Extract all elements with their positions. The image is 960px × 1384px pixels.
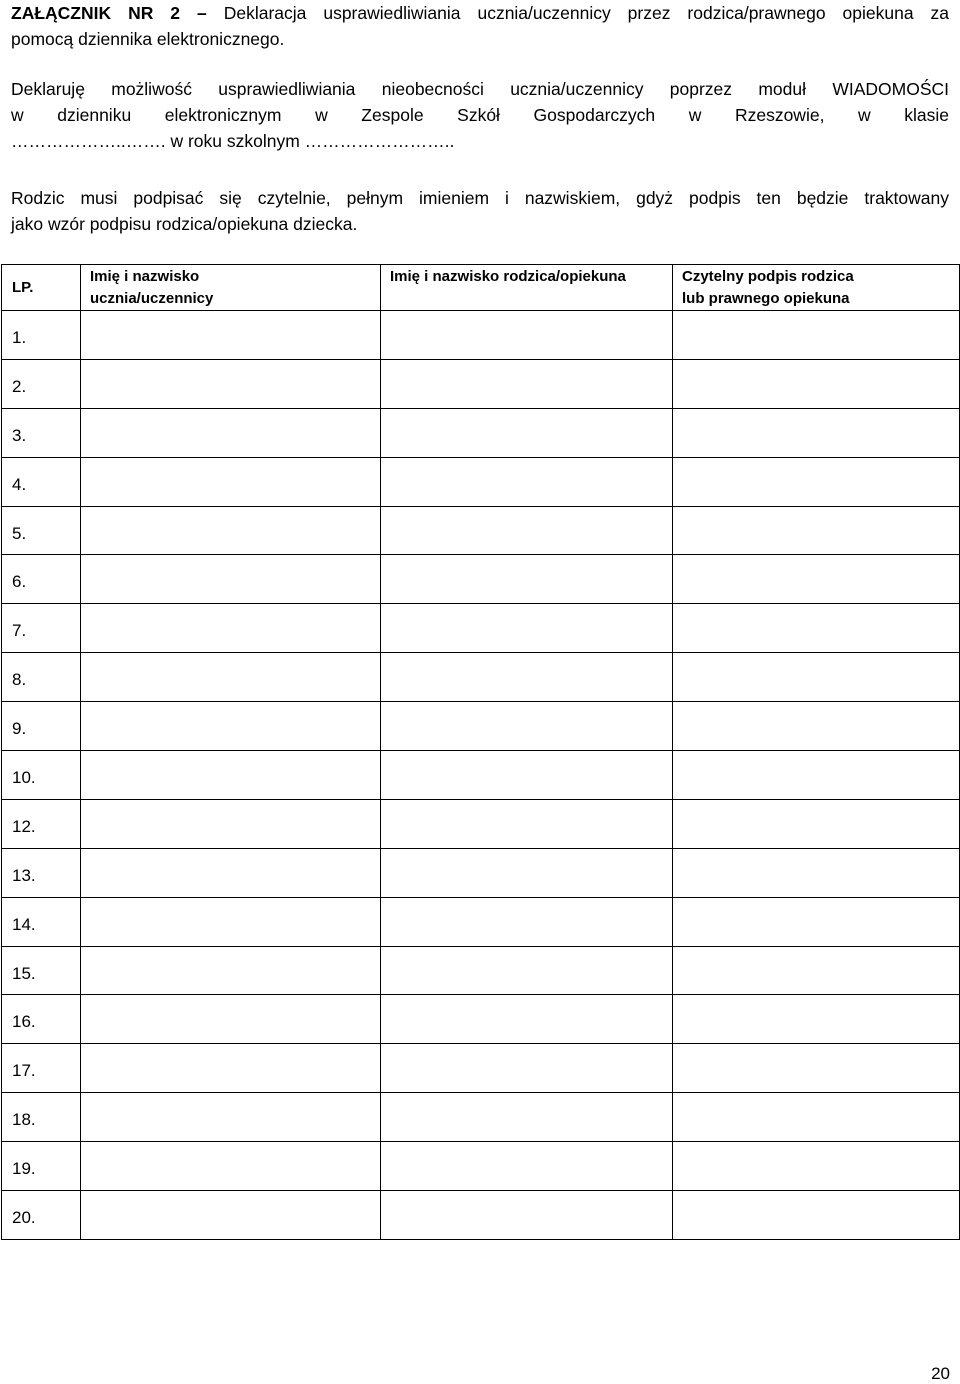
student-name-cell[interactable] [81, 1044, 381, 1093]
header-lp: LP. [2, 265, 81, 311]
table-row [2, 897, 960, 946]
row-number: 8. [2, 653, 81, 702]
table-row [2, 799, 960, 848]
table-row [2, 751, 960, 800]
signature-cell[interactable] [673, 995, 960, 1044]
signature-cell[interactable] [673, 1191, 960, 1240]
student-name-cell[interactable] [81, 359, 381, 408]
header-student-name-line-2: ucznia/uczennicy [90, 290, 214, 307]
declaration-line-3: ………………..……. w roku szkolnym …………………….. [11, 131, 455, 151]
student-name-cell[interactable] [81, 408, 381, 457]
row-number: 9. [2, 702, 81, 751]
student-name-cell[interactable] [81, 604, 381, 653]
parent-name-cell[interactable] [381, 702, 673, 751]
table-row [2, 1142, 960, 1191]
parent-name-cell[interactable] [381, 946, 673, 995]
student-name-cell[interactable] [81, 1191, 381, 1240]
row-number: 13. [2, 848, 81, 897]
row-number: 7. [2, 604, 81, 653]
parent-name-cell[interactable] [381, 799, 673, 848]
row-number: 18. [2, 1093, 81, 1142]
signature-cell[interactable] [673, 653, 960, 702]
parent-name-cell[interactable] [381, 359, 673, 408]
student-name-cell[interactable] [81, 897, 381, 946]
table-row [2, 457, 960, 506]
row-number: 17. [2, 1044, 81, 1093]
annex-title-text: Deklaracja usprawiedliwiania ucznia/uczennicy przez rodzica/prawnego opiekuna za [223, 3, 949, 23]
row-number: 15. [2, 946, 81, 995]
page-number: 20 [931, 1364, 950, 1383]
student-name-cell[interactable] [81, 1093, 381, 1142]
parent-name-cell[interactable] [381, 506, 673, 555]
parent-name-cell[interactable] [381, 897, 673, 946]
row-number: 16. [2, 995, 81, 1044]
declaration-table [1, 264, 960, 1240]
student-name-cell[interactable] [81, 946, 381, 995]
declaration-paragraph [11, 76, 949, 154]
header-student-name [81, 265, 381, 311]
student-name-cell[interactable] [81, 799, 381, 848]
table-row [2, 555, 960, 604]
row-number: 4. [2, 457, 81, 506]
row-number: 5. [2, 506, 81, 555]
signature-rule-paragraph [11, 185, 949, 237]
parent-name-cell[interactable] [381, 311, 673, 360]
header-signature-line-1: Czytelny podpis rodzica [682, 268, 854, 285]
header-signature [673, 265, 960, 311]
signature-cell[interactable] [673, 702, 960, 751]
signature-cell[interactable] [673, 1044, 960, 1093]
signature-rule-line-2: jako wzór podpisu rodzica/opiekuna dziecka. [11, 214, 358, 234]
table-row [2, 1093, 960, 1142]
student-name-cell[interactable] [81, 311, 381, 360]
row-number: 6. [2, 555, 81, 604]
student-name-cell[interactable] [81, 848, 381, 897]
table-row [2, 311, 960, 360]
signature-cell[interactable] [673, 1093, 960, 1142]
student-name-cell[interactable] [81, 555, 381, 604]
row-number: 10. [2, 751, 81, 800]
table-body [2, 311, 960, 1240]
student-name-cell[interactable] [81, 457, 381, 506]
header-signature-line-2: lub prawnego opiekuna [682, 290, 850, 307]
parent-name-cell[interactable] [381, 848, 673, 897]
student-name-cell[interactable] [81, 995, 381, 1044]
student-name-cell[interactable] [81, 653, 381, 702]
signature-cell[interactable] [673, 799, 960, 848]
student-name-cell[interactable] [81, 1142, 381, 1191]
parent-name-cell[interactable] [381, 408, 673, 457]
annex-dash: – [197, 3, 207, 23]
parent-name-cell[interactable] [381, 555, 673, 604]
row-number: 12. [2, 799, 81, 848]
table-row [2, 702, 960, 751]
signature-cell[interactable] [673, 457, 960, 506]
signature-rule-line-1: Rodzic musi podpisać się czytelnie, pełnym imieniem i nazwiskiem, gdyż podpis ten będzie traktowany [11, 188, 949, 208]
signature-cell[interactable] [673, 1142, 960, 1191]
signature-cell[interactable] [673, 897, 960, 946]
annex-title-line-2: pomocą dziennika elektronicznego. [11, 29, 285, 49]
parent-name-cell[interactable] [381, 1191, 673, 1240]
table-row [2, 359, 960, 408]
row-number: 1. [2, 311, 81, 360]
row-number: 14. [2, 897, 81, 946]
parent-name-cell[interactable] [381, 1093, 673, 1142]
parent-name-cell[interactable] [381, 751, 673, 800]
student-name-cell[interactable] [81, 506, 381, 555]
parent-name-cell[interactable] [381, 604, 673, 653]
signature-cell[interactable] [673, 848, 960, 897]
parent-name-cell[interactable] [381, 457, 673, 506]
row-number: 3. [2, 408, 81, 457]
parent-name-cell[interactable] [381, 1142, 673, 1191]
parent-name-cell[interactable] [381, 1044, 673, 1093]
row-number: 19. [2, 1142, 81, 1191]
signature-cell[interactable] [673, 408, 960, 457]
student-name-cell[interactable] [81, 702, 381, 751]
annex-title [11, 0, 949, 52]
signature-cell[interactable] [673, 359, 960, 408]
table-header-row [2, 265, 960, 311]
table-row [2, 848, 960, 897]
table-row [2, 604, 960, 653]
table-row [2, 408, 960, 457]
signature-cell[interactable] [673, 555, 960, 604]
table-row [2, 1044, 960, 1093]
table-row [2, 995, 960, 1044]
signature-cell[interactable] [673, 751, 960, 800]
declaration-line-2: w dzienniku elektronicznym w Zespole Szkół Gospodarczych w Rzeszowie, w klasie [11, 105, 949, 125]
declaration-line-1: Deklaruję możliwość usprawiedliwiania nieobecności ucznia/uczennicy poprzez moduł WIADOMOŚCI [11, 79, 949, 99]
table-row [2, 653, 960, 702]
row-number: 2. [2, 359, 81, 408]
table-row [2, 946, 960, 995]
row-number: 20. [2, 1191, 81, 1240]
parent-name-cell[interactable] [381, 995, 673, 1044]
student-name-cell[interactable] [81, 751, 381, 800]
header-student-name-line-1: Imię i nazwisko [90, 268, 200, 285]
annex-label: ZAŁĄCZNIK NR 2 [11, 3, 181, 23]
table-row [2, 506, 960, 555]
annex-title-line-1 [11, 0, 949, 26]
signature-cell[interactable] [673, 506, 960, 555]
signature-cell[interactable] [673, 946, 960, 995]
table-row [2, 1191, 960, 1240]
signature-cell[interactable] [673, 311, 960, 360]
parent-name-cell[interactable] [381, 653, 673, 702]
signature-cell[interactable] [673, 604, 960, 653]
header-parent-name: Imię i nazwisko rodzica/opiekuna [381, 265, 673, 311]
